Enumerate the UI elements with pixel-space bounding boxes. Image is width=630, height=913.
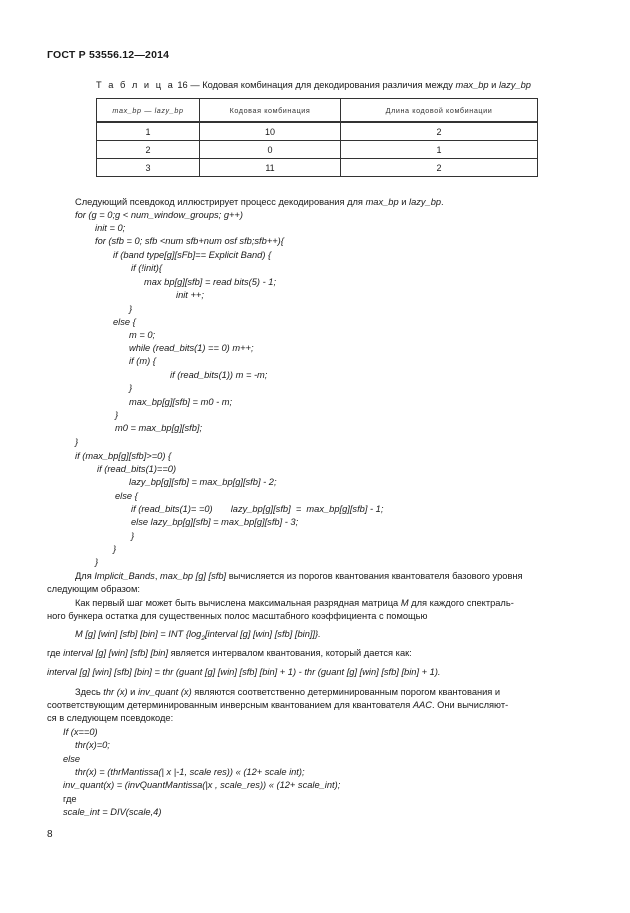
code-line: if (max_bp[g][sfb]>=0) { xyxy=(75,451,172,461)
paragraph-line: ного бункера остатка для существенных полос масштабного коэффициента с помощью xyxy=(47,611,428,621)
document-header: ГОСТ Р 53556.12—2014 xyxy=(47,49,170,61)
table-row xyxy=(97,159,538,177)
text-var: max_bp [g] [sfb] xyxy=(159,571,227,581)
text-run: Здесь xyxy=(75,687,104,697)
code-line: inv_quant(x) = (invQuantMantissa(|x , scale_res)) « (12+ scale_int); xyxy=(63,780,341,790)
table-row xyxy=(97,141,538,159)
text-run: является интервалом квантования, который дается как: xyxy=(168,648,412,658)
text-var: inv_quant (x) xyxy=(137,687,192,697)
code-line: } xyxy=(75,437,79,447)
code-line: } xyxy=(95,557,99,567)
paragraph-interval xyxy=(47,647,412,659)
code-line: if (read_bits(1)==0) xyxy=(97,464,177,474)
code-line: thr(x) = (thrMantissa(| x |-1, scale res)) « (12+ scale int); xyxy=(75,767,305,777)
text-run: где xyxy=(47,648,64,658)
formula-text: [interval [g] [win] [sfb] [bin]]}. xyxy=(204,629,321,639)
code-line: scale_int = DIV(scale,4) xyxy=(63,807,162,817)
table-header-cell: Длина кодовой комбинации xyxy=(341,99,538,123)
code-line: } xyxy=(129,304,133,314)
code-line: } xyxy=(115,410,119,420)
code-line: if (!init){ xyxy=(131,263,162,273)
table-caption-text: 16 — Кодовая комбинация для декодирования различия между xyxy=(177,80,456,90)
code-line: if (band type[g][sFb]== Explicit Band) { xyxy=(113,250,272,260)
paragraph-first-step xyxy=(75,597,514,609)
code-line: m = 0; xyxy=(129,330,156,340)
table-cell: 2 xyxy=(341,159,538,177)
table-header-cell: max_bp — lazy_bp xyxy=(97,99,200,123)
code-line: init = 0; xyxy=(95,223,126,233)
table-row xyxy=(97,122,538,141)
table-cell: 1 xyxy=(97,122,200,141)
text-run: . Они вычисляют- xyxy=(431,700,509,710)
code-line: где xyxy=(63,794,77,804)
text-run: соответствующим детерминированным инверсным квантованием для квантователя xyxy=(47,700,413,710)
table-caption xyxy=(96,80,531,90)
code-line: } xyxy=(129,383,133,393)
paragraph-thr xyxy=(75,686,500,698)
code-line: else { xyxy=(113,317,136,327)
intro-text: Следующий псевдокод иллюстрирует процесс декодирования для xyxy=(75,197,366,207)
code-line: } xyxy=(113,544,117,554)
table-cell: 3 xyxy=(97,159,200,177)
table-cell: 2 xyxy=(97,141,200,159)
formula-m xyxy=(75,628,321,645)
code-line: init ++; xyxy=(176,290,204,300)
text-run: , xyxy=(154,571,160,581)
code-line: m0 = max_bp[g][sfb]; xyxy=(115,423,203,433)
table-caption-var1: max_bp xyxy=(455,80,489,90)
intro-var: max_bp xyxy=(365,197,399,207)
text-run: и xyxy=(127,687,138,697)
text-run: для каждого спектраль- xyxy=(408,598,514,608)
intro-var: lazy_bp xyxy=(409,197,442,207)
text-run: Для xyxy=(75,571,95,581)
code-line: if (read_bits(1)= =0) lazy_bp[g][sfb] = max_bp[g][sfb] - 1; xyxy=(131,504,384,514)
code-line: while (read_bits(1) == 0) m++; xyxy=(129,343,254,353)
text-var: AAC xyxy=(412,700,432,710)
code-line: } xyxy=(131,531,135,541)
intro-text: и xyxy=(398,197,409,207)
table-cell: 11 xyxy=(200,159,341,177)
text-run: вычисляется из порогов квантования квантователя базового уровня xyxy=(226,571,523,581)
code-line: else xyxy=(63,754,81,764)
code-line: max_bp[g][sfb] = m0 - m; xyxy=(129,397,233,407)
formula-text: M [g] [win] [sfb] [bin] = INT {log xyxy=(75,629,202,639)
table-header-row xyxy=(97,99,538,123)
intro-paragraph xyxy=(75,196,444,208)
code-line: for (g = 0;g < num_window_groups; g++) xyxy=(75,210,243,220)
text-run: являются соответственно детерминированным порогом квантования и xyxy=(191,687,501,697)
text-var: Implicit_Bands xyxy=(94,571,155,581)
table-cell: 0 xyxy=(200,141,341,159)
paragraph-line: следующим образом: xyxy=(47,584,140,594)
text-var: M xyxy=(400,598,409,608)
table-caption-var2: lazy_bp xyxy=(498,80,531,90)
intro-text: . xyxy=(441,197,444,207)
formula-subscript: 2 xyxy=(201,634,205,642)
table-header-cell: Кодовая комбинация xyxy=(200,99,341,123)
table-caption-prefix: Т а б л и ц а xyxy=(96,80,175,90)
code-line: for (sfb = 0; sfb <num sfb+num osf sfb;sfb++){ xyxy=(95,236,284,246)
code-line: max bp[g][sfb] = read bits(5) - 1; xyxy=(144,277,277,287)
code-line: If (x==0) xyxy=(63,727,98,737)
code-line: if (m) { xyxy=(129,356,156,366)
table-cell: 1 xyxy=(341,141,538,159)
code-line: thr(x)=0; xyxy=(75,740,110,750)
code-table xyxy=(96,98,538,177)
code-line: else lazy_bp[g][sfb] = max_bp[g][sfb] - 3; xyxy=(131,517,299,527)
code-line: if (read_bits(1)) m = -m; xyxy=(170,370,268,380)
text-var: interval [g] [win] [sfb] [bin] xyxy=(63,648,169,658)
table-caption-and: и xyxy=(488,80,499,90)
formula-interval: interval [g] [win] [sfb] [bin] = thr (guant [g] [win] [sfb] [bin] + 1) - thr (guant [g] [win] [sfb] [bin] + 1). xyxy=(47,667,441,677)
code-line: lazy_bp[g][sfb] = max_bp[g][sfb] - 2; xyxy=(129,477,277,487)
table-cell: 2 xyxy=(341,122,538,141)
code-line: else { xyxy=(115,491,138,501)
text-var: thr (x) xyxy=(103,687,128,697)
text-run: Как первый шаг может быть вычислена максимальная разрядная матрица xyxy=(75,598,401,608)
table-cell: 10 xyxy=(200,122,341,141)
paragraph-line xyxy=(47,699,508,711)
page-number: 8 xyxy=(47,829,53,840)
paragraph-implicit-bands xyxy=(75,570,523,582)
paragraph-line: ся в следующем псевдокоде: xyxy=(47,713,174,723)
